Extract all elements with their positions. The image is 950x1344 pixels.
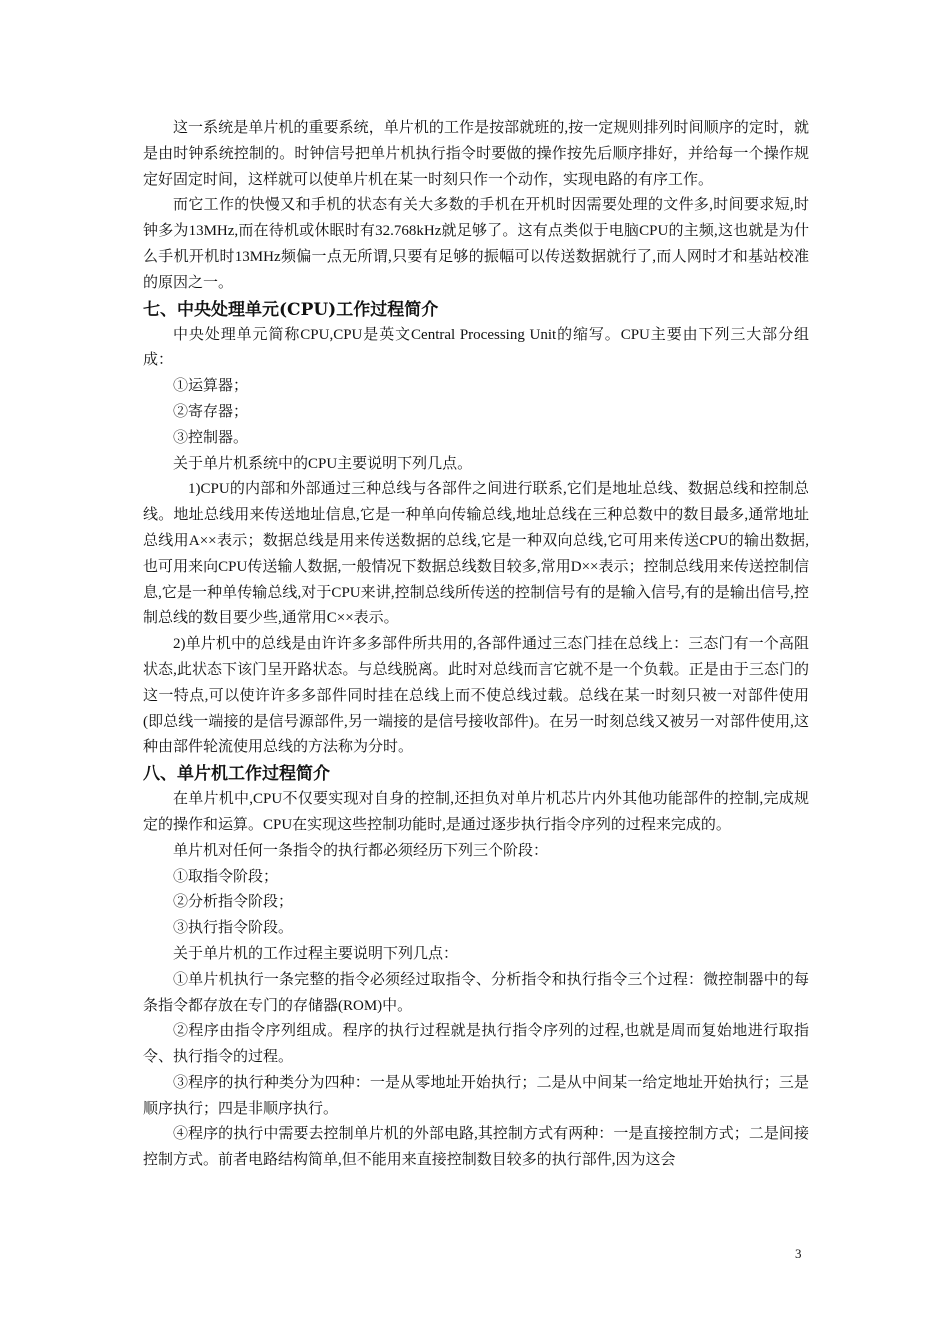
stage-item: ②分析指令阶段； [173, 894, 294, 911]
stage-item: ③执行指令阶段。 [173, 920, 294, 937]
section-7-point-2: 2)单片机中的总线是由许许多多部件所共用的,各部件通过三态门挂在总线上：三态门有一个高阻状态,此状态下该门呈开路状态。与总线脱离。此时对总线而言它就不是一个负载。正是由于三态门的这一特点,可以使许许多多部件同时挂在总线上而不使总线过载。总线在某一时刻只被一对部件使用(即总线一端接的是信号源部件,另一端接的是信号接收部件)。在另一时刻总线又被另一对部件使用,这种由部件轮流使用总线的方法称为分时。 [143, 636, 809, 756]
section-8-stages-lead: 单片机对任何一条指令的执行都必须经历下列三个阶段： [173, 842, 549, 859]
cpu-part-item: ②寄存器； [173, 403, 249, 420]
section-8-point: ②程序由指令序列组成。程序的执行过程就是执行指令序列的过程,也就是周而复始地进行取指令、执行指令的过程。 [143, 1023, 809, 1066]
section-8-heading: 八、单片机工作过程简介 [143, 764, 330, 785]
page-content [143, 116, 809, 1174]
section-7-lead: 关于单片机系统中的CPU主要说明下列几点。 [173, 455, 473, 472]
section-8-point: ④程序的执行中需要去控制单片机的外部电路,其控制方式有两种：一是直接控制方式；二是间接控制方式。前者电路结构简单,但不能用来直接控制数目较多的执行部件,因为这会 [143, 1126, 809, 1169]
section-8-intro: 在单片机中,CPU不仅要实现对自身的控制,还担负对单片机芯片内外其他功能部件的控制,完成规定的操作和运算。CPU在实现这些控制功能时,是通过逐步执行指令序列的过程来完成的。 [143, 791, 809, 833]
cpu-part-item: ③控制器。 [173, 429, 249, 446]
paragraph-clock-system: 这一系统是单片机的重要系统，单片机的工作是按部就班的,按一定规则排列时间顺序的定时，就是由时钟系统控制的。时钟信号把单片机执行指令时要做的操作按先后顺序排好，并给每一个操作规定好固定时间，这样就可以使单片机在某一时刻只作一个动作，实现电路的有序工作。 [143, 120, 809, 188]
section-8-points-lead: 关于单片机的工作过程主要说明下列几点： [173, 945, 459, 962]
stage-item: ①取指令阶段； [173, 868, 279, 885]
section-7-point-1: 1)CPU的内部和外部通过三种总线与各部件之间进行联系,它们是地址总线、数据总线和控制总线。地址总线用来传送地址信息,它是一种单向传输总线,地址总线在三种总数中的数目最多,通常地址总线用A××表示；数据总线是用来传送数据的总线,它是一种双向总线,它可用来传送CPU的输出数据,也可用来向CPU传送输人数据,一般情况下数据总线数目较多,常用D××表示；控制总线用来传送控制信息,它是一种单传输总线,对于CPU来讲,控制总线所传送的控制信号有的是输入信号,有的是输出信号,控制总线的数目要少些,通常用C××表示。 [143, 481, 809, 627]
paragraph-clock-speed: 而它工作的快慢又和手机的状态有关大多数的手机在开机时因需要处理的文件多,时间要求短,时钟多为13MHz,而在待机或休眠时有32.768kHz就足够了。这有点类似于电脑CPU的主频,这也就是为什么手机开机时13MHz频偏一点无所谓,只要有足够的振幅可以传送数据就行了,而人网时才和基站校准的原因之一。 [143, 197, 809, 291]
cpu-part-item: ①运算器； [173, 378, 249, 395]
section-8-point: ①单片机执行一条完整的指令必须经过取指令、分析指令和执行指令三个过程：微控制器中的每条指令都存放在专门的存储器(ROM)中。 [143, 971, 809, 1014]
section-7-heading: 七、中央处理单元(CPU)工作过程简介 [143, 299, 439, 320]
page-number: 3 [795, 1246, 802, 1261]
section-8-point: ③程序的执行种类分为四种：一是从零地址开始执行；二是从中间某一给定地址开始执行；三是顺序执行；四是非顺序执行。 [143, 1074, 809, 1117]
section-7-intro: 中央处理单元简称CPU,CPU是英文Central Processing Unit的缩写。CPU主要由下列三大部分组成： [143, 326, 809, 369]
